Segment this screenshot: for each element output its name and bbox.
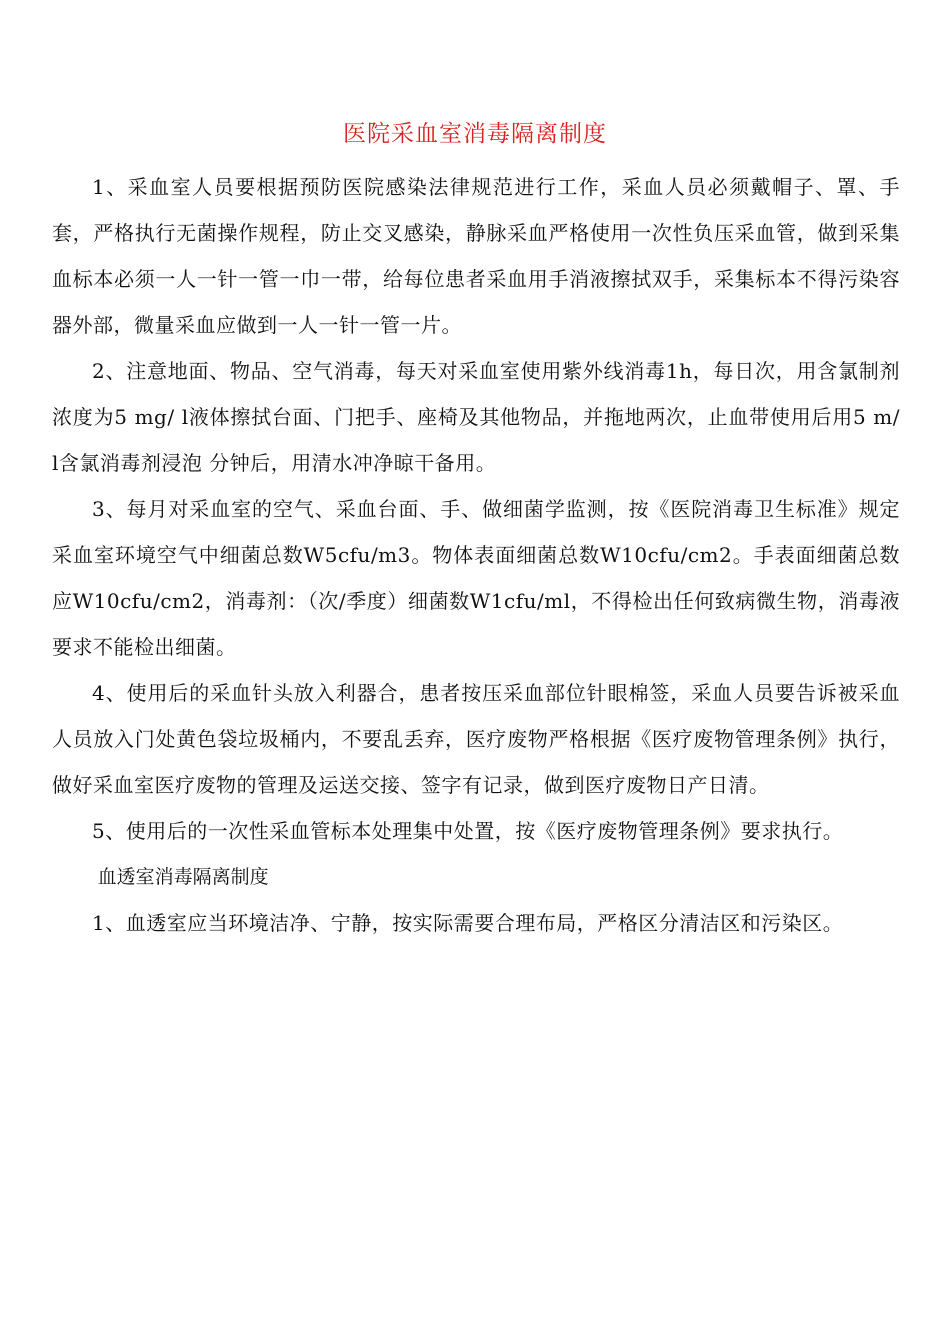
paragraph-2: 2、注意地面、物品、空气消毒，每天对采血室使用紫外线消毒1h，每日次，用含氯制剂浓度为5 mg/ l液体擦拭台面、门把手、座椅及其他物品，并拖地两次，止血带使用后用5 m/ l含氯消毒剂浸泡 分钟后，用清水冲净晾干备用。 — [52, 359, 900, 475]
document-body — [52, 164, 900, 946]
document-title: 医院采血室消毒隔离制度 — [343, 121, 607, 147]
sub-paragraph-1: 1、血透室应当环境洁净、宁静，按实际需要合理布局，严格区分清洁区和污染区。 — [92, 911, 844, 935]
paragraph-5: 5、使用后的一次性采血管标本处理集中处置，按《医疗废物管理条例》要求执行。 — [92, 819, 844, 843]
paragraph-4: 4、使用后的采血针头放入利器合，患者按压采血部位针眼棉签，采血人员要告诉被采血人员放入门处黄色袋垃圾桶内，不要乱丢弃，医疗废物严格根据《医疗废物管理条例》执行，做好采血室医疗废物的管理及运送交接、签字有记录，做到医疗废物日产日清。 — [52, 681, 900, 797]
paragraph-1: 1、采血室人员要根据预防医院感染法律规范进行工作，采血人员必须戴帽子、罩、手套，严格执行无菌操作规程，防止交叉感染，静脉采血严格使用一次性负压采血管，做到采集血标本必须一人一针一管一巾一带，给每位患者采血用手消液擦拭双手，采集标本不得污染容器外部，微量采血应做到一人一针一管一片。 — [52, 175, 900, 337]
paragraph-3: 3、每月对采血室的空气、采血台面、手、做细菌学监测，按《医院消毒卫生标准》规定采血室环境空气中细菌总数W5cfu/m3。物体表面细菌总数W10cfu/cm2。手表面细菌总数应W10cfu/cm2，消毒剂：（次/季度）细菌数W1cfu/ml，不得检出任何致病微生物，消毒液要求不能检出细菌。 — [52, 497, 900, 659]
section-subheading: 血透室消毒隔离制度 — [97, 866, 269, 888]
